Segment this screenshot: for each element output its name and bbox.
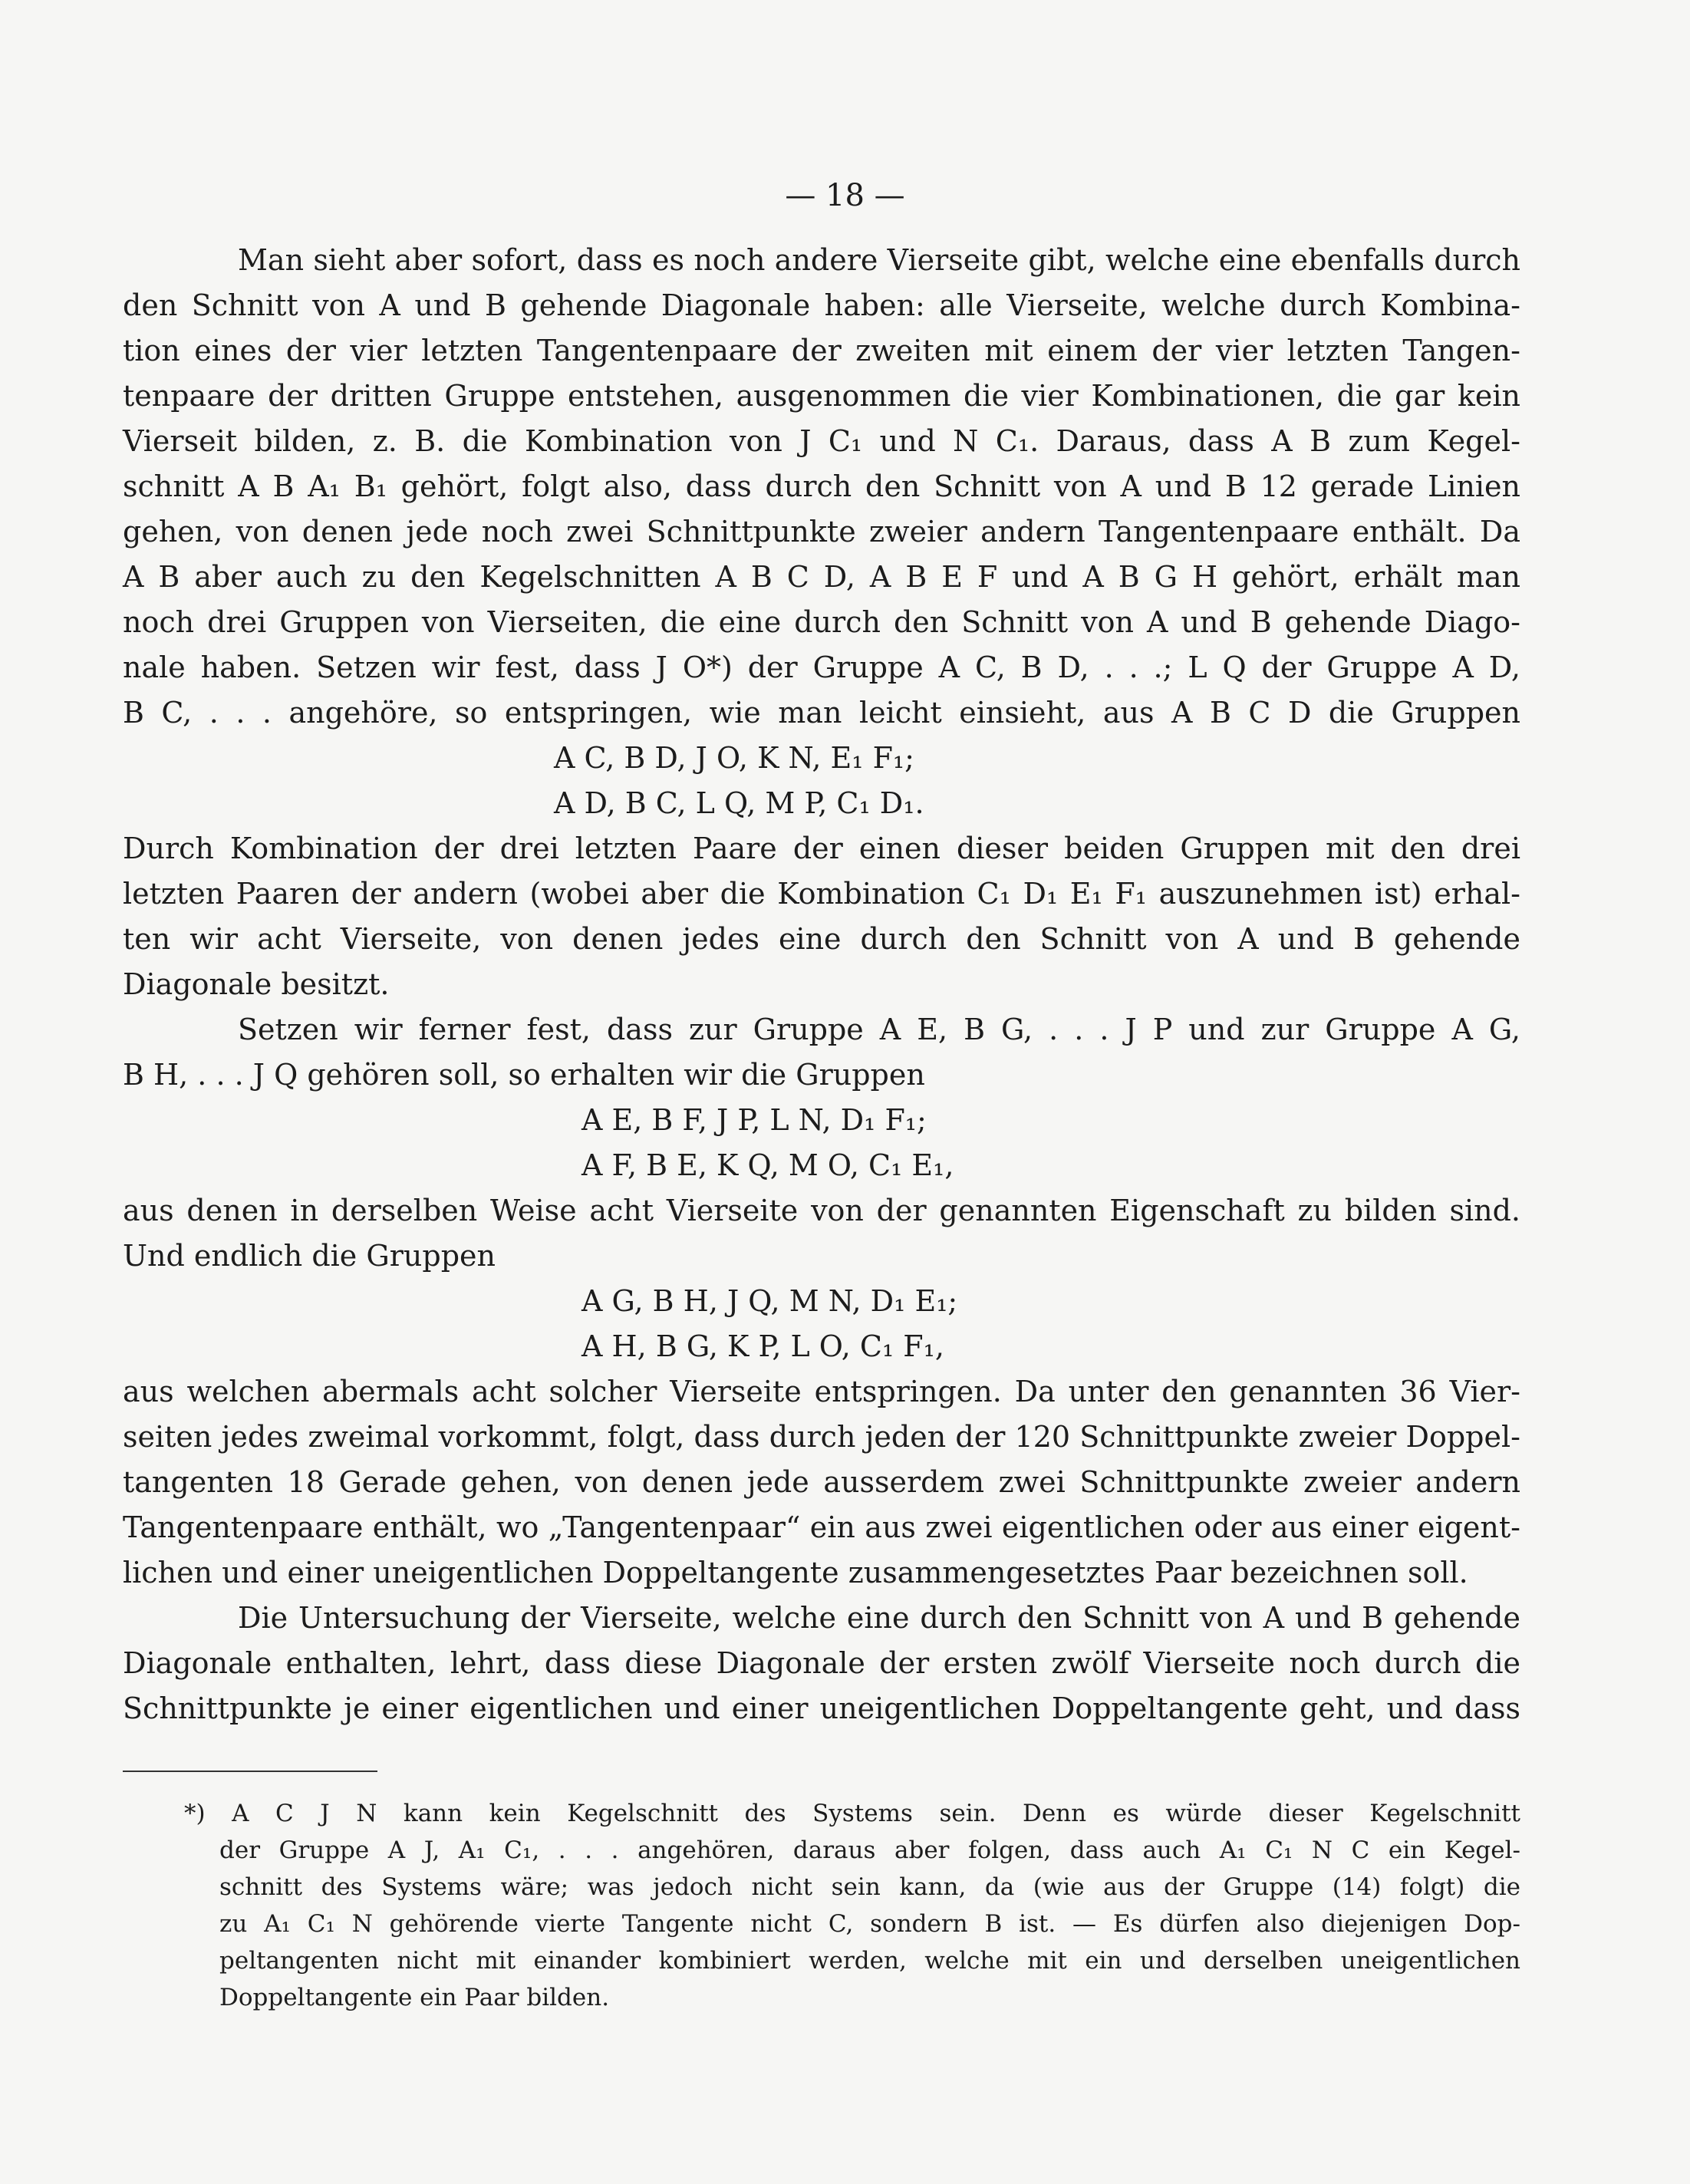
footnote-line: der Gruppe A J, A₁ C₁, . . . angehören, daraus aber folgen, dass auch A₁ C₁ N C ein Kegel- xyxy=(219,1836,1520,1864)
text-line: Durch Kombination der drei letzten Paare der einen dieser beiden Gruppen mit den drei xyxy=(123,832,1520,865)
group-line: A G, B H, J Q, M N, D₁ E₁; xyxy=(581,1284,958,1318)
text-line: aus denen in derselben Weise acht Vierseite von der genannten Eigenschaft zu bilden sind. xyxy=(123,1194,1520,1227)
footnote-line: schnitt des Systems wäre; was jedoch nicht sein kann, da (wie aus der Gruppe (14) folgt) die xyxy=(219,1873,1520,1901)
text-line: gehen, von denen jede noch zwei Schnittpunkte zweier andern Tangentenpaare enthält. Da xyxy=(123,515,1520,548)
group-line: A D, B C, L Q, M P, C₁ D₁. xyxy=(554,786,924,820)
footnote-line: Doppeltangente ein Paar bilden. xyxy=(219,1984,610,2011)
footnote-line: peltangenten nicht mit einander kombiniert werden, welche mit ein und derselben uneigentlichen xyxy=(219,1947,1520,1975)
group-line: A H, B G, K P, L O, C₁ F₁, xyxy=(581,1329,944,1363)
text-line: B C, . . . angehöre, so entspringen, wie man leicht einsieht, aus A B C D die Gruppen xyxy=(123,696,1520,730)
text-line: lichen und einer uneigentlichen Doppeltangente zusammengesetztes Paar bezeichnen soll. xyxy=(123,1556,1468,1589)
group-line: A E, B F, J P, L N, D₁ F₁; xyxy=(581,1103,927,1137)
text-line: Man sieht aber sofort, dass es noch andere Vierseite gibt, welche eine ebenfalls durch xyxy=(238,243,1520,277)
text-line: letzten Paaren der andern (wobei aber die Kombination C₁ D₁ E₁ F₁ auszunehmen ist) erhal- xyxy=(123,877,1520,911)
footnote-divider xyxy=(123,1771,377,1772)
text-line: Die Untersuchung der Vierseite, welche eine durch den Schnitt von A und B gehende xyxy=(238,1601,1520,1635)
text-line: A B aber auch zu den Kegelschnitten A B C D, A B E F und A B G H gehört, erhält man xyxy=(123,560,1520,594)
text-line: Tangentenpaare enthält, wo „Tangentenpaar“ ein aus zwei eigentlichen oder aus einer eigent- xyxy=(123,1510,1520,1544)
text-line: ten wir acht Vierseite, von denen jedes eine durch den Schnitt von A und B gehende xyxy=(123,922,1520,956)
text-line: schnitt A B A₁ B₁ gehört, folgt also, dass durch den Schnitt von A und B 12 gerade Linien xyxy=(123,469,1520,503)
text-line: den Schnitt von A und B gehende Diagonale haben: alle Vierseite, welche durch Kombina- xyxy=(123,288,1520,322)
footnote-line: *) A C J N kann kein Kegelschnitt des Systems sein. Denn es würde dieser Kegelschnitt xyxy=(184,1800,1520,1827)
text-line: tenpaare der dritten Gruppe entstehen, ausgenommen die vier Kombinationen, die gar kein xyxy=(123,379,1520,413)
footnote xyxy=(184,1795,1520,2016)
text-line: B H, . . . J Q gehören soll, so erhalten wir die Gruppen xyxy=(123,1058,925,1092)
text-line: Setzen wir ferner fest, dass zur Gruppe A E, B G, . . . J P und zur Gruppe A G, xyxy=(238,1013,1520,1046)
text-line: tangenten 18 Gerade gehen, von denen jede ausserdem zwei Schnittpunkte zweier andern xyxy=(123,1465,1520,1499)
text-line: Schnittpunkte je einer eigentlichen und einer uneigentlichen Doppeltangente geht, und dass xyxy=(123,1692,1520,1725)
page-number: — 18 — xyxy=(785,178,905,213)
text-line: Vierseit bilden, z. B. die Kombination von J C₁ und N C₁. Daraus, dass A B zum Kegel- xyxy=(123,424,1520,458)
text-line: Diagonale besitzt. xyxy=(123,967,390,1001)
group-line: A C, B D, J O, K N, E₁ F₁; xyxy=(554,741,914,775)
text-line: seiten jedes zweimal vorkommt, folgt, dass durch jeden der 120 Schnittpunkte zweier Doppel- xyxy=(123,1420,1520,1454)
text-line: aus welchen abermals acht solcher Vierseite entspringen. Da unter den genannten 36 Vier- xyxy=(123,1375,1520,1408)
text-line: Diagonale enthalten, lehrt, dass diese Diagonale der ersten zwölf Vierseite noch durch die xyxy=(123,1646,1520,1680)
group-line: A F, B E, K Q, M O, C₁ E₁, xyxy=(581,1148,954,1182)
footnote-line: zu A₁ C₁ N gehörende vierte Tangente nicht C, sondern B ist. — Es dürfen also diejenigen Dop- xyxy=(219,1910,1520,1938)
main-text xyxy=(123,238,1520,1731)
text-line: Und endlich die Gruppen xyxy=(123,1239,496,1273)
text-line: nale haben. Setzen wir fest, dass J O*) der Gruppe A C, B D, . . .; L Q der Gruppe A D, xyxy=(123,651,1520,684)
text-line: noch drei Gruppen von Vierseiten, die eine durch den Schnitt von A und B gehende Diago- xyxy=(123,605,1520,639)
text-line: tion eines der vier letzten Tangentenpaare der zweiten mit einem der vier letzten Tangen- xyxy=(123,334,1520,367)
